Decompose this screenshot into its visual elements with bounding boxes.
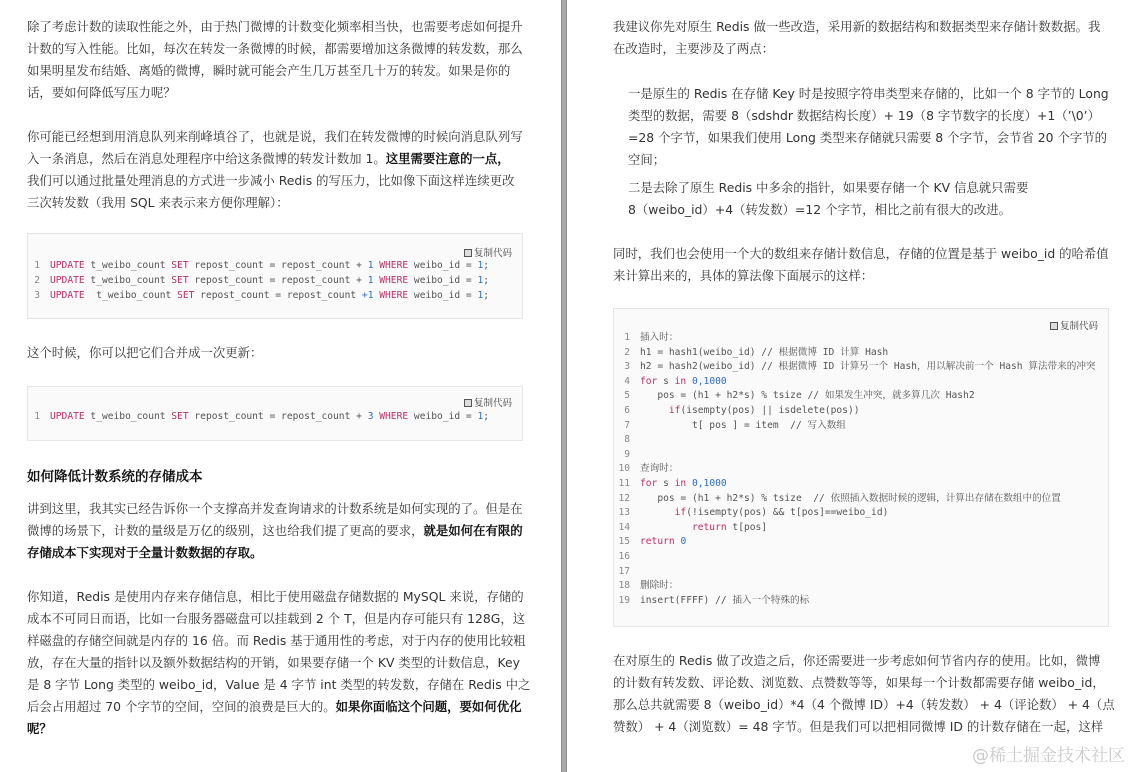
- line-number: 18: [618, 580, 630, 592]
- text-line: [27, 126, 523, 148]
- code-text: pos = (h1 + h2*s) % tsize // 如果发生冲突，就多算几次 Hash2: [640, 390, 975, 402]
- text-line: [27, 674, 530, 696]
- code-keyword: WHERE: [379, 411, 409, 422]
- text-span: 你可能已经想到用消息队列来削峰填谷了，也就是说，我们在转发微博的时候向消息队列写: [27, 129, 523, 144]
- text-line: [613, 650, 1115, 672]
- line-number: 6: [624, 404, 630, 416]
- code-keyword: UPDATE: [50, 290, 85, 301]
- text-span: 微博的场景下，计数的量级是万亿的级别，这也给我们提了更高的要求，: [27, 523, 424, 538]
- line-number: 1: [34, 260, 40, 271]
- line-number: 14: [618, 521, 630, 533]
- code-keyword: SET: [171, 411, 189, 422]
- code-line: [614, 375, 1108, 390]
- line-number: 12: [618, 492, 630, 504]
- text-line: [27, 630, 530, 652]
- text-line: [613, 716, 1115, 738]
- bold-text: 如果你面临这个问题，要如何优化: [335, 699, 522, 714]
- line-number: 11: [618, 477, 630, 489]
- paragraph: [27, 342, 262, 364]
- text-line: [613, 16, 1100, 38]
- line-number: 5: [624, 390, 630, 402]
- text-line: [628, 127, 1109, 149]
- copy-icon: [464, 399, 472, 407]
- text-line: [27, 82, 523, 104]
- code-keyword: WHERE: [379, 275, 409, 286]
- text-span: 一是原生的 Redis 在存储 Key 时是按照字符串类型来存储的，比如一个 8 字节的 Long: [628, 86, 1109, 101]
- text-line: [628, 199, 1028, 221]
- code-lines: [28, 409, 522, 424]
- copy-code-button[interactable]: [464, 395, 512, 409]
- code-text: repost_count = repost_count +: [188, 411, 368, 422]
- line-number: 8: [624, 434, 630, 446]
- text-line: [27, 608, 530, 630]
- line-number: 4: [624, 375, 630, 387]
- text-span: 话，要如何降低写压力呢？: [27, 85, 176, 100]
- code-line: [614, 462, 1108, 477]
- code-line: [614, 535, 1108, 550]
- code-line: [28, 409, 522, 424]
- code-keyword: in: [674, 477, 687, 489]
- code-line: [614, 404, 1108, 419]
- line-number: 10: [618, 463, 630, 475]
- code-text: s: [657, 477, 675, 489]
- code-text: repost_count = repost_count +: [188, 275, 368, 286]
- copy-code-label: 复制代码: [1059, 321, 1098, 332]
- code-text: t[pos]: [726, 521, 768, 533]
- code-text: pos = (h1 + h2*s) % tsize // 依照插入数据时候的逻辑，计算出存储在数组中的位置: [640, 492, 1061, 504]
- text-span: 如果明星发布结婚、离婚的微博，瞬时就可能会产生几万甚至几十万的转发。如果是你的: [27, 63, 511, 78]
- text-span: 你知道，Redis 是使用内存来存储信息，相比于使用磁盘存储数据的 MySQL 来说，存储的: [27, 589, 524, 604]
- text-span: 三次转发数（我用 SQL 来表示来方便你理解）：: [27, 195, 289, 210]
- code-keyword: SET: [171, 275, 189, 286]
- text-span: 是 8 字节 Long 类型的 weibo_id，Value 是 4 字节 int 类型的转发数，存储在 Redis 中之: [27, 677, 531, 692]
- code-line: [614, 579, 1108, 594]
- code-line: [614, 565, 1108, 580]
- code-keyword: for: [640, 375, 658, 387]
- code-text: t_weibo_count: [84, 290, 178, 301]
- code-text: t_weibo_count: [84, 275, 172, 286]
- text-line: [613, 265, 1109, 287]
- text-line: [27, 498, 523, 520]
- text-span: 那么总共就需要 8（weibo_id）*4（4 个微博 ID）+4（转发数） + 4（评论数） + 4（点: [613, 697, 1115, 712]
- text-span: 在对原生的 Redis 做了改造之后，你还需要进一步考虑如何节省内存的使用。比如，微博: [613, 653, 1101, 668]
- code-number: 0: [680, 536, 687, 548]
- line-number: 3: [34, 290, 40, 301]
- bold-text: 就是如何在有限的: [423, 523, 523, 538]
- left-page: [0, 0, 561, 772]
- code-keyword: for: [640, 477, 658, 489]
- code-line: [614, 477, 1108, 492]
- code-text: 插入时：: [640, 332, 679, 343]
- bold-text: 呢？: [27, 721, 52, 736]
- text-span: 我建议你先对原生 Redis 做一些改造，采用新的数据结构和数据类型来存储计数数据。我: [613, 19, 1101, 34]
- paragraph: [613, 16, 1100, 60]
- code-keyword: UPDATE: [50, 275, 85, 286]
- code-line: [614, 360, 1108, 375]
- code-line: [614, 389, 1108, 404]
- line-number: 15: [618, 536, 630, 548]
- text-span: 8（weibo_id）+4（转发数）=12 个字节，相比之前有很大的改进。: [628, 202, 1011, 217]
- code-text: ;: [483, 290, 490, 301]
- code-text: [640, 522, 692, 533]
- code-text: ;: [483, 411, 490, 422]
- code-line: [614, 346, 1108, 361]
- line-number: 1: [624, 332, 630, 343]
- code-keyword: WHERE: [379, 260, 409, 271]
- bold-text: 这里需要注意的一点，: [385, 151, 510, 166]
- line-number: 3: [624, 361, 630, 373]
- code-line: [28, 288, 522, 303]
- line-number: 2: [34, 275, 40, 286]
- copy-code-button[interactable]: [1050, 318, 1098, 332]
- line-number: 1: [34, 411, 40, 422]
- code-number: 0,1000: [692, 375, 727, 387]
- code-line: [614, 331, 1108, 346]
- line-number: 9: [624, 448, 630, 460]
- code-keyword: WHERE: [379, 290, 409, 301]
- text-line: [27, 192, 523, 214]
- code-text: weibo_id =: [408, 275, 478, 286]
- text-span: 成本不可同日而语，比如一台服务器磁盘可以挂载到 2 个 T，但是内存可能只有 128G，这: [27, 611, 526, 626]
- text-line: [628, 149, 1109, 171]
- right-page: [567, 0, 1133, 772]
- line-number: 13: [618, 507, 630, 519]
- code-keyword: return: [691, 521, 727, 533]
- code-text: t_weibo_count: [84, 260, 172, 271]
- list-item: [628, 83, 1109, 171]
- code-number: 1: [477, 411, 484, 422]
- text-span: 样磁盘的存储空间就是内存的 16 倍。而 Redis 基于通用性的考虑，对于内存的使用比较粗: [27, 633, 526, 648]
- text-line: [27, 170, 523, 192]
- line-number: 16: [618, 550, 630, 562]
- paragraph: [27, 586, 530, 740]
- code-line: [614, 550, 1108, 565]
- text-line: [27, 342, 262, 364]
- text-span: 的计数有转发数、评论数、浏览数、点赞数等等，如果每一个计数都需要存储 weibo_id，: [613, 675, 1105, 690]
- text-span: 后会占用超过 70 个字节的空间，空间的浪费是巨大的。: [27, 699, 336, 714]
- list-item: [628, 177, 1028, 221]
- code-keyword: if: [674, 507, 687, 519]
- code-line: [614, 521, 1108, 536]
- code-line: [28, 273, 522, 288]
- code-keyword: in: [674, 375, 687, 387]
- text-line: [613, 694, 1115, 716]
- text-span: 入一条消息，然后在消息处理程序中给这条微博的转发计数加 1。: [27, 151, 386, 166]
- code-text: (!isempty(pos) && t[pos]==weibo_id): [686, 507, 889, 519]
- text-line: [27, 652, 530, 674]
- text-line: [27, 60, 523, 82]
- text-span: 空间；: [628, 152, 666, 167]
- text-span: 放，存在大量的指针以及额外数据结构的开销，如果要存储一个 KV 类型的计数信息，Key: [27, 655, 521, 670]
- text-line: [613, 243, 1109, 265]
- code-text: weibo_id =: [408, 260, 478, 271]
- line-number: 17: [618, 565, 630, 577]
- code-text: repost_count = repost_count: [194, 290, 362, 301]
- text-line: [27, 696, 530, 718]
- code-line: [28, 258, 522, 273]
- code-text: weibo_id =: [408, 411, 478, 422]
- code-line: [614, 506, 1108, 521]
- copy-icon: [1050, 322, 1058, 330]
- text-span: 二是去除了原生 Redis 中多余的指针，如果要存储一个 KV 信息就只需要: [628, 180, 1029, 195]
- code-lines: [28, 258, 522, 303]
- text-span: 计数的写入性能。比如，每次在转发一条微博的时候，都需要增加这条微博的转发数，那么: [27, 41, 523, 56]
- text-line: [27, 718, 530, 740]
- code-keyword: SET: [171, 260, 189, 271]
- code-text: h2 = hash2(weibo_id) // 根据微博 ID 计算另一个 Hash，用以解决前一个 Hash 算法带来的冲突: [640, 361, 1096, 373]
- code-number: +1: [361, 290, 374, 301]
- text-span: 类型的数据，需要 8（sdshdr 数据结构长度）+ 19（8 字节数字的长度）+1（’\0’）: [628, 108, 1101, 123]
- copy-code-button[interactable]: [464, 245, 512, 259]
- text-span: 讲到这里，我其实已经告诉你一个支撑高并发查询请求的计数系统是如何实现的了。但是在: [27, 501, 523, 516]
- text-line: [27, 148, 523, 170]
- code-text: insert(FFFF) // 插入一个特殊的标: [640, 594, 810, 606]
- text-line: [628, 105, 1109, 127]
- text-line: [613, 672, 1115, 694]
- text-span: 赞数） + 4（浏览数）= 48 字节。但是我们可以把相同微博 ID 的计数存储在一起，这样: [613, 719, 1104, 734]
- code-line: [614, 492, 1108, 507]
- code-line: [614, 433, 1108, 448]
- text-span: 在改造时，主要涉及了两点：: [613, 41, 775, 56]
- code-text: s: [657, 375, 675, 387]
- text-span: =28 个字节，如果我们使用 Long 类型来存储就只需要 8 个字节，会节省 20 个字节的: [628, 130, 1108, 145]
- copy-code-label: 复制代码: [473, 248, 512, 259]
- text-line: [27, 16, 523, 38]
- code-keyword: return: [640, 536, 675, 548]
- text-line: [628, 83, 1109, 105]
- code-text: [640, 405, 669, 416]
- copy-code-label: 复制代码: [473, 398, 512, 409]
- line-number: 19: [618, 594, 630, 606]
- paragraph: [613, 650, 1115, 738]
- code-text: t[ pos ] = item // 写入数组: [640, 419, 846, 431]
- code-text: t_weibo_count: [84, 411, 172, 422]
- watermark: @稀土掘金技术社区: [972, 746, 1125, 766]
- line-number: 2: [624, 346, 630, 358]
- paragraph: [27, 498, 523, 564]
- text-line: [27, 586, 530, 608]
- code-line: [614, 448, 1108, 463]
- code-text: 查询时：: [640, 463, 679, 475]
- code-keyword: SET: [177, 290, 195, 301]
- code-text: (isempty(pos) || isdelete(pos)): [680, 404, 860, 416]
- code-block: [27, 386, 523, 441]
- text-line: [27, 520, 523, 542]
- bold-text: 存储成本下实现对于全量计数数据的存取。: [27, 545, 263, 560]
- code-block: [613, 308, 1109, 627]
- code-text: repost_count = repost_count +: [188, 260, 368, 271]
- paragraph: [27, 16, 523, 104]
- code-number: 3: [367, 411, 374, 422]
- line-number: 7: [624, 419, 630, 431]
- code-text: 删除时：: [640, 580, 679, 592]
- code-text: ;: [483, 260, 490, 271]
- text-line: [27, 542, 523, 564]
- text-line: [613, 38, 1100, 60]
- code-number: 1: [477, 290, 484, 301]
- code-block: [27, 233, 523, 319]
- code-number: 1: [477, 260, 484, 271]
- text-span: 除了考虑计数的读取性能之外，由于热门微博的计数变化频率相当快，也需要考虑如何提升: [27, 19, 523, 34]
- text-line: [27, 38, 523, 60]
- text-span: 我们可以通过批量处理消息的方式进一步减小 Redis 的写压力，比如像下面这样连续更改: [27, 173, 515, 188]
- code-lines: [614, 331, 1108, 608]
- code-keyword: UPDATE: [50, 260, 85, 271]
- code-keyword: UPDATE: [50, 411, 85, 422]
- code-number: 1: [367, 275, 374, 286]
- text-line: [628, 177, 1028, 199]
- code-text: [640, 507, 675, 518]
- paragraph: [27, 126, 523, 214]
- code-number: 1: [477, 275, 484, 286]
- copy-icon: [464, 249, 472, 257]
- text-span: 这个时候，你可以把它们合并成一次更新：: [27, 345, 263, 360]
- text-span: 同时，我们也会使用一个大的数组来存储计数信息，存储的位置是基于 weibo_id 的哈希值: [613, 246, 1109, 261]
- code-line: [614, 594, 1108, 609]
- code-text: weibo_id =: [408, 290, 478, 301]
- section-heading: 如何降低计数系统的存储成本: [27, 469, 203, 485]
- code-number: 0,1000: [692, 477, 727, 489]
- code-number: 1: [367, 260, 374, 271]
- text-span: 来计算出来的，具体的算法像下面展示的这样：: [613, 268, 874, 283]
- code-line: [614, 419, 1108, 434]
- code-text: h1 = hash1(weibo_id) // 根据微博 ID 计算 Hash: [640, 346, 889, 358]
- code-text: ;: [483, 275, 490, 286]
- paragraph: [613, 243, 1109, 287]
- code-keyword: if: [668, 404, 681, 416]
